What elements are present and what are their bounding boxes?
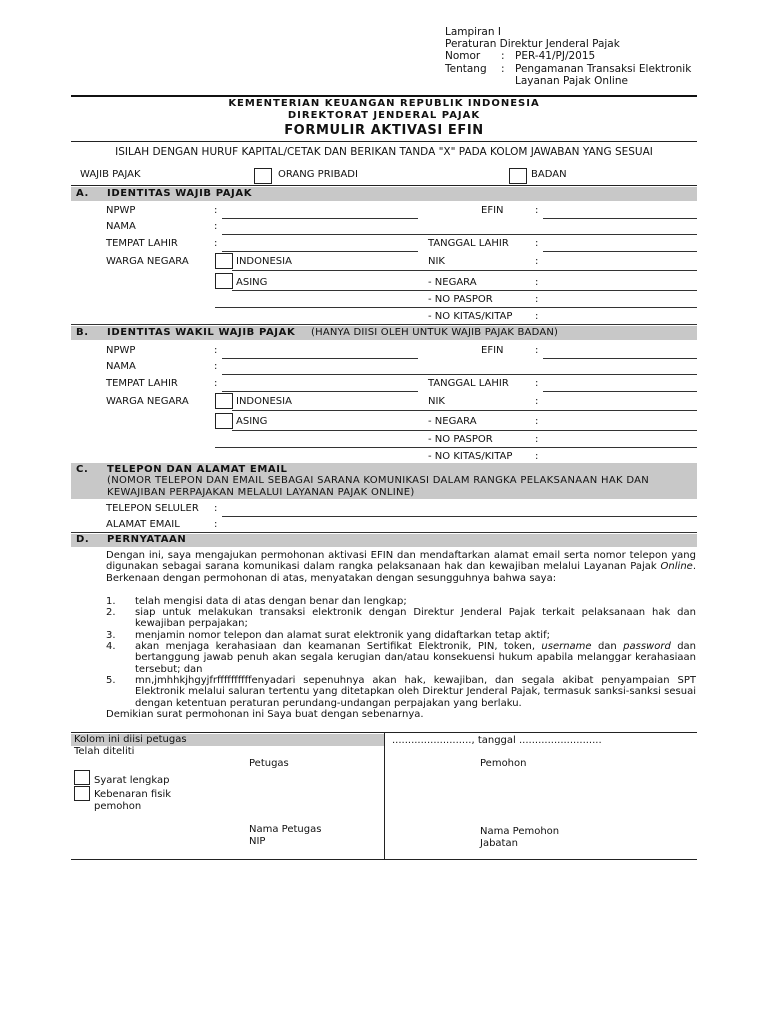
a-nama-label: NAMA [106, 221, 136, 232]
a-no-paspor-colon: : [535, 294, 539, 305]
a-tempat-lahir-colon: : [214, 238, 218, 249]
a-indonesia-checkbox[interactable] [215, 253, 233, 269]
b-no-paspor-field[interactable] [215, 447, 697, 448]
section-d-title: PERNYATAAN [107, 534, 187, 545]
a-warga-negara-label: WARGA NEGARA [106, 256, 189, 267]
orang-pribadi-label: ORANG PRIBADI [278, 169, 358, 180]
declaration-item-4-text-a: akan menjaga kerahasiaan dan keamanan Sertifikat Elektronik, PIN, token, [135, 641, 542, 652]
a-nama-field[interactable] [222, 234, 697, 235]
a-tanggal-lahir-field[interactable] [543, 251, 697, 252]
c-email-colon: : [214, 519, 218, 530]
b-nama-colon: : [214, 361, 218, 372]
a-nik-field[interactable] [232, 270, 697, 271]
declaration-item-1-text: telah mengisi data di atas dengan benar dan lengkap; [135, 596, 407, 607]
nip-label: NIP [249, 836, 266, 847]
title-divider [71, 141, 697, 142]
a-tempat-lahir-label: TEMPAT LAHIR [106, 238, 178, 249]
badan-label: BADAN [531, 169, 567, 180]
a-negara-colon: : [535, 277, 539, 288]
b-tempat-lahir-label: TEMPAT LAHIR [106, 378, 178, 389]
declaration-item-5-number: 5. [106, 675, 116, 686]
a-no-paspor-field[interactable] [215, 307, 697, 308]
section-c-letter: C. [76, 464, 89, 475]
kebenaran-fisik-label: Kebenaran fisik [94, 789, 172, 800]
regulation-reference [445, 26, 691, 87]
b-negara-label: - NEGARA [428, 416, 477, 427]
a-nik-label: NIK [428, 256, 445, 267]
b-tanggal-lahir-colon: : [535, 378, 539, 389]
declaration-intro-part2: . Berkenaan dengan permohonan di atas, menyatakan dengan sesungguhnya bahwa saya: [106, 561, 696, 584]
top-divider [71, 95, 697, 97]
a-negara-label: - NEGARA [428, 277, 477, 288]
reference-nomor-label: Nomor [445, 50, 481, 63]
declaration-intro [106, 550, 696, 584]
c-email-field[interactable] [71, 532, 697, 533]
section-b-subtitle: (HANYA DIISI OLEH UNTUK WAJIB PAJAK BADAN) [311, 327, 559, 338]
a-no-paspor-label: - NO PASPOR [428, 294, 493, 305]
signature-bottom-divider [71, 859, 697, 860]
c-telepon-colon: : [214, 503, 218, 514]
officer-column-header [71, 734, 384, 746]
a-no-kitas-field[interactable] [71, 324, 697, 325]
a-indonesia-label: INDONESIA [236, 256, 292, 267]
a-nik-colon: : [535, 256, 539, 267]
declaration-item-1-number: 1. [106, 596, 116, 607]
declaration-item-3-number: 3. [106, 630, 116, 641]
b-npwp-field[interactable] [222, 358, 418, 359]
b-tanggal-lahir-label: TANGGAL LAHIR [428, 378, 509, 389]
a-efin-colon: : [535, 205, 539, 216]
kebenaran-fisik-label-2: pemohon [94, 801, 142, 812]
reference-tentang-row [445, 63, 691, 75]
section-a-title: IDENTITAS WAJIB PAJAK [107, 188, 253, 199]
b-npwp-colon: : [214, 345, 218, 356]
reference-line-peraturan: Peraturan Direktur Jenderal Pajak [445, 38, 620, 51]
section-c-header [71, 463, 697, 499]
pemohon-label: Pemohon [480, 758, 527, 769]
declaration-item-2-number: 2. [106, 607, 116, 618]
declaration-item-3-text: menjamin nomor telepon dan alamat surat elektronik yang didaftarkan tetap aktif; [135, 630, 550, 641]
b-asing-label: ASING [236, 416, 268, 427]
reference-nomor-value: PER-41/PJ/2015 [515, 50, 596, 63]
b-tempat-lahir-field[interactable] [222, 391, 418, 392]
section-d-letter: D. [76, 534, 90, 545]
badan-checkbox[interactable] [509, 168, 527, 184]
reference-line-lampiran: Lampiran I [445, 26, 501, 38]
section-b-header [71, 326, 697, 340]
b-asing-checkbox[interactable] [215, 413, 233, 429]
section-a-letter: A. [76, 188, 89, 199]
reference-tentang-label: Tentang [445, 62, 487, 75]
b-indonesia-label: INDONESIA [236, 396, 292, 407]
wajib-pajak-divider [71, 185, 697, 186]
a-npwp-field[interactable] [222, 218, 418, 219]
section-c-note-line1: (NOMOR TELEPON DAN EMAIL SEBAGAI SARANA KOMUNIKASI DALAM RANGKA PELAKSANAAN HAK DAN [107, 475, 650, 486]
b-nama-field[interactable] [222, 374, 697, 375]
petugas-label: Petugas [249, 758, 289, 769]
officer-column-header-text: Kolom ini diisi petugas [74, 734, 187, 745]
section-d-header [71, 534, 697, 547]
a-tanggal-lahir-colon: : [535, 238, 539, 249]
b-no-paspor-label: - NO PASPOR [428, 434, 493, 445]
b-warga-negara-label: WARGA NEGARA [106, 396, 189, 407]
signature-column-divider [384, 732, 385, 860]
nama-petugas-label: Nama Petugas [249, 824, 322, 835]
reference-nomor-separator: : [501, 50, 505, 63]
b-no-paspor-colon: : [535, 434, 539, 445]
section-b-letter: B. [76, 327, 89, 338]
nama-pemohon-label: Nama Pemohon [480, 826, 560, 837]
a-asing-checkbox[interactable] [215, 273, 233, 289]
a-no-kitas-colon: : [535, 311, 539, 322]
declaration-intro-online: Online [660, 561, 693, 573]
b-npwp-label: NPWP [106, 345, 136, 356]
b-indonesia-checkbox[interactable] [215, 393, 233, 409]
telah-diteliti-label: Telah diteliti [74, 746, 135, 757]
a-negara-field[interactable] [232, 290, 697, 291]
declaration-item-4-text [135, 641, 696, 675]
declaration-item-4-number: 4. [106, 641, 116, 652]
declaration-intro-part1: Dengan ini, saya mengajukan permohonan aktivasi EFIN dan mendaftarkan alamat email serta nomor telepon yang digunakan sebagai sarana komunikasi dalam rangka pelaksanaan hak dan kewajiban melalui Layanan Pajak [106, 550, 696, 573]
c-telepon-label: TELEPON SELULER [106, 503, 199, 514]
b-tempat-lahir-colon: : [214, 378, 218, 389]
a-tempat-lahir-field[interactable] [222, 251, 418, 252]
b-efin-label: EFIN [481, 345, 504, 356]
syarat-lengkap-label: Syarat lengkap [94, 775, 170, 786]
b-efin-field[interactable] [543, 358, 697, 359]
b-no-kitas-colon: : [535, 451, 539, 462]
section-a-header [71, 187, 697, 201]
a-no-kitas-label: - NO KITAS/KITAP [428, 311, 513, 322]
a-nama-colon: : [214, 221, 218, 232]
declaration-item-5-text: mn,jmhhkjhgyjfrffffffffffenyadari sepenuhnya akan hak, kewajiban, dan segala akibat penyampaian SPT Elektronik melalui saluran tertentu yang ditetapkan oleh Direktur Jenderal Pajak, termasuk sanksi-sanksi sesuai dengan ketentuan peraturan perundang-undangan perpajakan yang berlaku. [135, 675, 696, 709]
a-asing-label: ASING [236, 277, 268, 288]
reference-tentang-value-2: Layanan Pajak Online [515, 74, 628, 87]
b-efin-colon: : [535, 345, 539, 356]
reference-tentang-value: Pengamanan Transaksi Elektronik [515, 62, 692, 75]
c-telepon-field[interactable] [222, 516, 697, 517]
a-npwp-label: NPWP [106, 205, 136, 216]
wajib-pajak-label: WAJIB PAJAK [80, 169, 141, 180]
section-c-title: TELEPON DAN ALAMAT EMAIL [107, 464, 288, 475]
a-tanggal-lahir-label: TANGGAL LAHIR [428, 238, 509, 249]
b-no-kitas-label: - NO KITAS/KITAP [428, 451, 513, 462]
reference-nomor-row [445, 50, 691, 62]
declaration-item-2-text: siap untuk melakukan transaksi elektronik dengan Direktur Jenderal Pajak terkait pelaksanaan hak dan kewajiban perpajakan; [135, 607, 696, 630]
a-efin-field[interactable] [543, 218, 697, 219]
place-date-line[interactable]: ........................., tanggal .......................... [392, 735, 602, 746]
orang-pribadi-checkbox[interactable] [254, 168, 272, 184]
b-nama-label: NAMA [106, 361, 136, 372]
b-nik-field[interactable] [232, 410, 697, 411]
b-nik-label: NIK [428, 396, 445, 407]
declaration-item-4-password: password [623, 641, 671, 652]
directorate-title: DIREKTORAT JENDERAL PAJAK [287, 110, 481, 121]
jabatan-label: Jabatan [480, 838, 518, 849]
syarat-lengkap-checkbox[interactable] [74, 770, 90, 785]
reference-tentang-row-2 [445, 75, 691, 87]
kebenaran-fisik-checkbox[interactable] [74, 786, 90, 801]
declaration-item-4-text-b: dan [591, 641, 624, 652]
reference-tentang-separator: : [501, 62, 505, 75]
section-c-note-line2: KEWAJIBAN PERPAJAKAN MELALUI LAYANAN PAJAK ONLINE) [107, 487, 415, 498]
c-email-label: ALAMAT EMAIL [106, 519, 180, 530]
instruction-text: ISILAH DENGAN HURUF KAPITAL/CETAK DAN BERIKAN TANDA "X" PADA KOLOM JAWABAN YANG SESUAI [115, 146, 653, 158]
a-npwp-colon: : [214, 205, 218, 216]
a-efin-label: EFIN [481, 205, 504, 216]
section-b-title: IDENTITAS WAKIL WAJIB PAJAK [107, 327, 296, 338]
declaration-closing: Demikian surat permohonan ini Saya buat dengan sebenarnya. [106, 709, 424, 720]
b-negara-field[interactable] [232, 430, 697, 431]
form-title: FORMULIR AKTIVASI EFIN [284, 123, 484, 138]
declaration-item-4-username: username [541, 641, 592, 652]
ministry-title: KEMENTERIAN KEUANGAN REPUBLIK INDONESIA [228, 98, 540, 109]
declaration-item-4-text-c: dan bertanggung jawab penuh akan segala kerugian dan/atau konsekuensi hukum apabila melanggar kerahasiaan tersebut; dan [135, 641, 697, 675]
b-nik-colon: : [535, 396, 539, 407]
b-negara-colon: : [535, 416, 539, 427]
b-tanggal-lahir-field[interactable] [543, 391, 697, 392]
